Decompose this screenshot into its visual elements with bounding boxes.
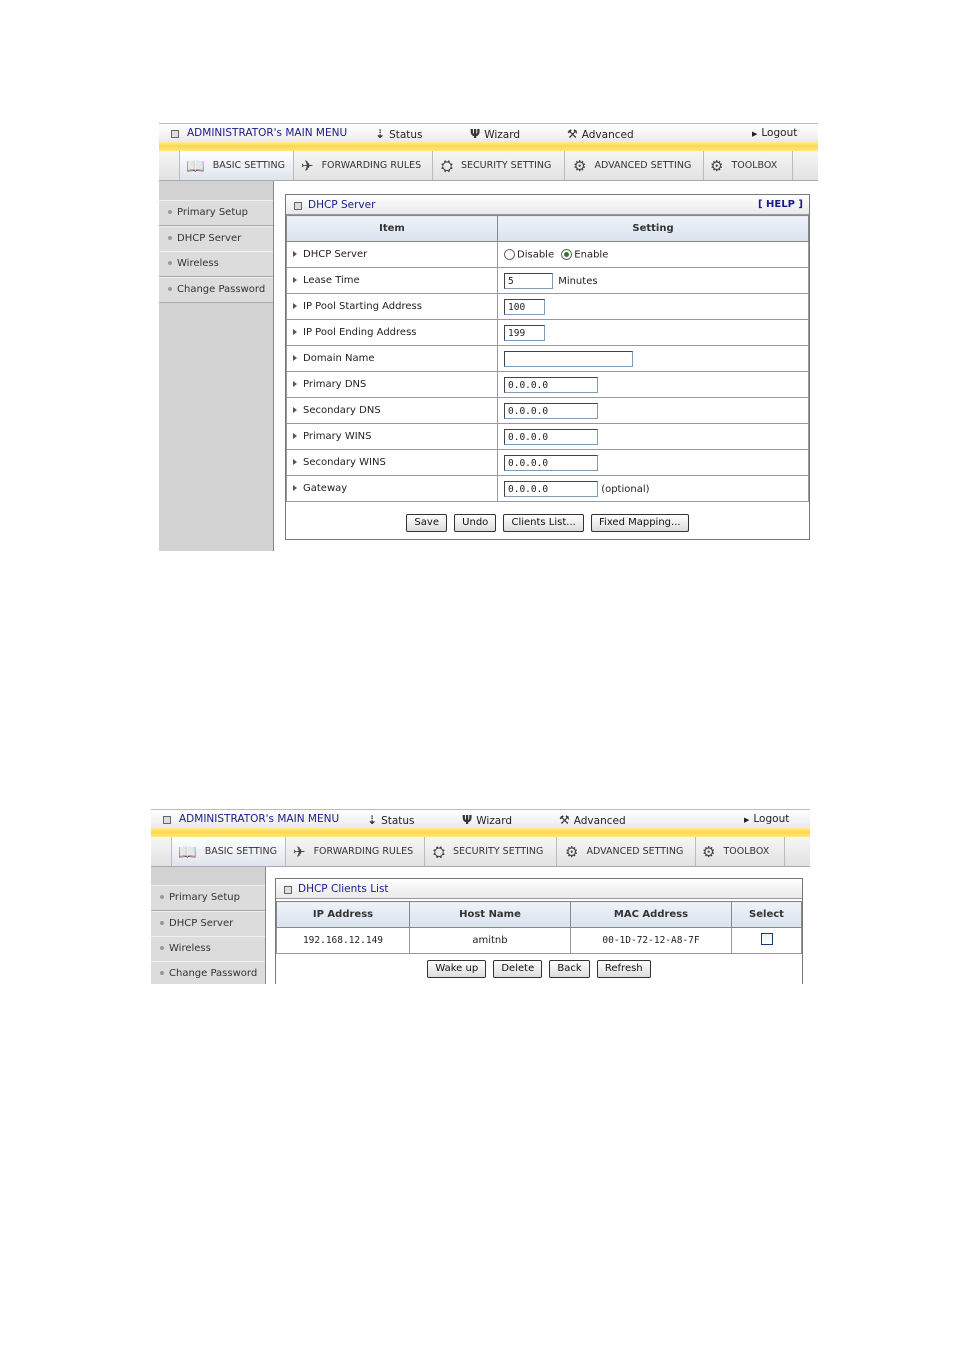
client-host-cell: amitnb (410, 928, 571, 954)
table-row (287, 268, 809, 294)
tab-security-label: SECURITY SETTING (453, 846, 544, 857)
row-label (287, 450, 498, 476)
table-row (287, 372, 809, 398)
sidebar-item-label: Change Password (177, 284, 266, 295)
tab-forwarding-label: FORWARDING RULES (313, 846, 414, 857)
sidebar-item-change-password[interactable] (151, 961, 265, 984)
secondary-wins-label: Secondary WINS (303, 457, 386, 468)
dhcp-clients-panel (275, 878, 803, 984)
gateway-label: Gateway (303, 483, 348, 494)
wizard-menu[interactable] (470, 127, 520, 141)
table-header-row (287, 216, 809, 242)
logout-label: Logout (761, 127, 798, 139)
table-row (287, 320, 809, 346)
panel-square-icon (284, 886, 292, 894)
toolbox-icon: ⚙ (710, 156, 724, 175)
wizard-menu[interactable] (462, 813, 512, 827)
arrow-icon (293, 251, 297, 257)
bullet-icon (160, 971, 164, 975)
row-setting (498, 346, 809, 372)
sidebar (159, 181, 274, 551)
button-row (286, 514, 809, 532)
client-ip-cell: 192.168.12.149 (277, 928, 410, 954)
table-row (287, 398, 809, 424)
table-row (287, 242, 809, 268)
gateway-input[interactable]: 0.0.0.0 (504, 481, 598, 497)
pool-start-input[interactable]: 100 (504, 299, 545, 315)
row-setting (498, 320, 809, 346)
client-mac-cell: 00-1D-72-12-A8-7F (571, 928, 732, 954)
advanced-label: Advanced (581, 129, 634, 141)
toolbox-icon: ⚙ (702, 842, 716, 861)
book-icon: 📖 (178, 842, 197, 861)
tab-toolbox[interactable] (704, 151, 793, 180)
primary-wins-label: Primary WINS (303, 431, 372, 442)
table-row (287, 476, 809, 502)
panel-square-icon (294, 202, 302, 210)
clients-list-button[interactable]: Clients List... (503, 514, 583, 532)
tab-security-label: SECURITY SETTING (461, 160, 552, 171)
col-item-header: Item (287, 216, 498, 242)
advanced-setting-icon: ⚙ (573, 156, 587, 175)
dhcp-server-screenshot (159, 123, 818, 551)
bullet-icon (160, 921, 164, 925)
status-icon: ⇣ (367, 813, 378, 827)
logout-arrow-icon: ▶ (752, 130, 758, 138)
pool-end-label: IP Pool Ending Address (303, 327, 417, 338)
arrow-icon (293, 459, 297, 465)
security-icon: ⛭ (433, 842, 446, 861)
panel-header (286, 195, 809, 215)
tab-basic-label: BASIC SETTING (212, 160, 285, 171)
gold-divider (159, 141, 818, 151)
client-select-cell (732, 928, 802, 954)
col-select-header: Select (732, 902, 802, 928)
bullet-icon (160, 946, 164, 950)
table-row (287, 450, 809, 476)
pool-start-label: IP Pool Starting Address (303, 301, 422, 312)
menu-square-icon (171, 130, 179, 138)
lease-time-label: Lease Time (303, 275, 360, 286)
sidebar-item-primary-setup[interactable] (159, 200, 273, 226)
advanced-menu[interactable] (567, 127, 634, 141)
tab-toolbox-label: TOOLBOX (723, 846, 770, 857)
tab-bar (151, 837, 810, 867)
arrow-icon (293, 355, 297, 361)
advanced-setting-icon: ⚙ (565, 842, 579, 861)
bullet-icon (168, 261, 172, 265)
admin-main-menu-link[interactable]: ADMINISTRATOR's MAIN MENU (179, 813, 340, 825)
gateway-optional-note: (optional) (601, 483, 650, 495)
arrow-icon (293, 303, 297, 309)
sidebar (151, 867, 266, 984)
arrow-icon (293, 381, 297, 387)
row-setting (498, 476, 809, 502)
undo-button[interactable]: Undo (454, 514, 496, 532)
primary-dns-label: Primary DNS (303, 379, 367, 390)
lease-time-input[interactable]: 5 (504, 273, 553, 289)
row-label (287, 242, 498, 268)
secondary-dns-input[interactable]: 0.0.0.0 (504, 403, 598, 419)
button-row (276, 960, 802, 978)
logout-arrow-icon: ▶ (744, 816, 750, 824)
tab-advanced-label: ADVANCED SETTING (586, 846, 684, 857)
client-select-checkbox[interactable] (761, 933, 773, 945)
dhcp-clients-screenshot (151, 809, 810, 984)
logout-link[interactable] (752, 127, 797, 139)
enable-radio[interactable] (561, 249, 572, 260)
bullet-icon (168, 210, 172, 214)
primary-dns-input[interactable]: 0.0.0.0 (504, 377, 598, 393)
sidebar-item-label: Primary Setup (177, 207, 248, 218)
tab-basic-label: BASIC SETTING (204, 846, 277, 857)
tab-bar (159, 151, 818, 181)
wizard-icon: Ψ (462, 813, 473, 827)
sidebar-item-primary-setup[interactable] (151, 885, 265, 911)
table-row (287, 346, 809, 372)
admin-main-menu-link[interactable]: ADMINISTRATOR's MAIN MENU (187, 127, 348, 139)
help-link[interactable]: [ HELP ] (757, 199, 803, 210)
tab-security-setting[interactable] (425, 837, 557, 866)
col-mac-address-header: MAC Address (571, 902, 732, 928)
enable-label: Enable (574, 249, 609, 261)
row-label (287, 424, 498, 450)
dhcp-server-panel (285, 194, 810, 540)
dhcp-settings-table (286, 215, 809, 502)
row-setting (498, 372, 809, 398)
sidebar-item-wireless[interactable] (151, 936, 265, 962)
sidebar-item-label: Wireless (169, 943, 211, 954)
tab-basic-setting[interactable] (179, 151, 294, 180)
tab-advanced-setting[interactable] (565, 151, 704, 180)
sidebar-item-label: Primary Setup (169, 892, 240, 903)
tab-advanced-setting[interactable] (557, 837, 696, 866)
domain-name-label: Domain Name (303, 353, 375, 364)
bullet-icon (160, 895, 164, 899)
status-menu[interactable] (367, 813, 415, 827)
row-label (287, 398, 498, 424)
status-icon: ⇣ (375, 127, 386, 141)
tab-toolbox[interactable] (696, 837, 785, 866)
main-menu-bar (159, 123, 818, 142)
sidebar-item-label: DHCP Server (177, 233, 242, 244)
wake-up-button[interactable]: Wake up (427, 960, 486, 978)
refresh-button[interactable]: Refresh (597, 960, 651, 978)
security-icon: ⛭ (441, 156, 454, 175)
table-row (277, 928, 802, 954)
advanced-icon: ⚒ (559, 813, 570, 827)
row-setting (498, 450, 809, 476)
book-icon: 📖 (186, 156, 205, 175)
panel-title: DHCP Server (308, 199, 376, 211)
sidebar-item-dhcp-server[interactable] (151, 911, 265, 937)
sidebar-item-change-password[interactable] (159, 277, 273, 303)
delete-button[interactable]: Delete (493, 960, 542, 978)
sidebar-item-label: Wireless (177, 258, 219, 269)
arrow-icon (293, 407, 297, 413)
disable-label: Disable (517, 249, 555, 261)
row-setting (498, 242, 809, 268)
arrow-icon (293, 277, 297, 283)
forwarding-icon: ✈ (293, 842, 306, 861)
menu-square-icon (163, 816, 171, 824)
tab-forwarding-rules[interactable] (285, 837, 425, 866)
row-setting (498, 398, 809, 424)
row-setting (498, 268, 809, 294)
arrow-icon (293, 329, 297, 335)
lease-unit-label: Minutes (558, 275, 598, 287)
tab-advanced-label: ADVANCED SETTING (594, 160, 692, 171)
wizard-label: Wizard (484, 129, 521, 141)
disable-radio[interactable] (504, 249, 515, 260)
col-host-name-header: Host Name (410, 902, 571, 928)
status-menu[interactable] (375, 127, 423, 141)
forwarding-icon: ✈ (301, 156, 314, 175)
advanced-label: Advanced (573, 815, 626, 827)
bullet-icon (168, 236, 172, 240)
gold-divider (151, 827, 810, 837)
domain-name-input[interactable] (504, 351, 633, 367)
arrow-icon (293, 433, 297, 439)
wizard-label: Wizard (476, 815, 513, 827)
clients-table (276, 901, 802, 954)
row-label (287, 476, 498, 502)
status-label: Status (381, 815, 415, 827)
sidebar-item-label: DHCP Server (169, 918, 234, 929)
row-label (287, 268, 498, 294)
secondary-wins-input[interactable]: 0.0.0.0 (504, 455, 598, 471)
main-menu-bar (151, 809, 810, 828)
table-header-row (277, 902, 802, 928)
sidebar-item-label: Change Password (169, 968, 258, 979)
tab-toolbox-label: TOOLBOX (731, 160, 778, 171)
bullet-icon (168, 287, 172, 291)
status-label: Status (389, 129, 423, 141)
sidebar-item-wireless[interactable] (159, 251, 273, 277)
row-label (287, 294, 498, 320)
row-setting (498, 424, 809, 450)
wizard-icon: Ψ (470, 127, 481, 141)
col-setting-header: Setting (498, 216, 809, 242)
row-label (287, 320, 498, 346)
save-button[interactable]: Save (406, 514, 447, 532)
panel-title: DHCP Clients List (298, 883, 389, 895)
arrow-icon (293, 485, 297, 491)
row-setting (498, 294, 809, 320)
tab-forwarding-rules[interactable] (293, 151, 433, 180)
primary-wins-input[interactable]: 0.0.0.0 (504, 429, 598, 445)
tab-basic-setting[interactable] (171, 837, 286, 866)
dhcp-server-label: DHCP Server (303, 249, 368, 260)
back-button[interactable]: Back (549, 960, 589, 978)
advanced-icon: ⚒ (567, 127, 578, 141)
tab-security-setting[interactable] (433, 151, 565, 180)
table-row (287, 294, 809, 320)
col-ip-address-header: IP Address (277, 902, 410, 928)
row-label (287, 346, 498, 372)
tab-forwarding-label: FORWARDING RULES (321, 160, 422, 171)
row-label (287, 372, 498, 398)
logout-link[interactable] (744, 813, 789, 825)
table-row (287, 424, 809, 450)
secondary-dns-label: Secondary DNS (303, 405, 381, 416)
fixed-mapping-button[interactable]: Fixed Mapping... (591, 514, 689, 532)
pool-end-input[interactable]: 199 (504, 325, 545, 341)
panel-header (276, 879, 802, 899)
sidebar-item-dhcp-server[interactable] (159, 226, 273, 252)
advanced-menu[interactable] (559, 813, 626, 827)
logout-label: Logout (753, 813, 790, 825)
